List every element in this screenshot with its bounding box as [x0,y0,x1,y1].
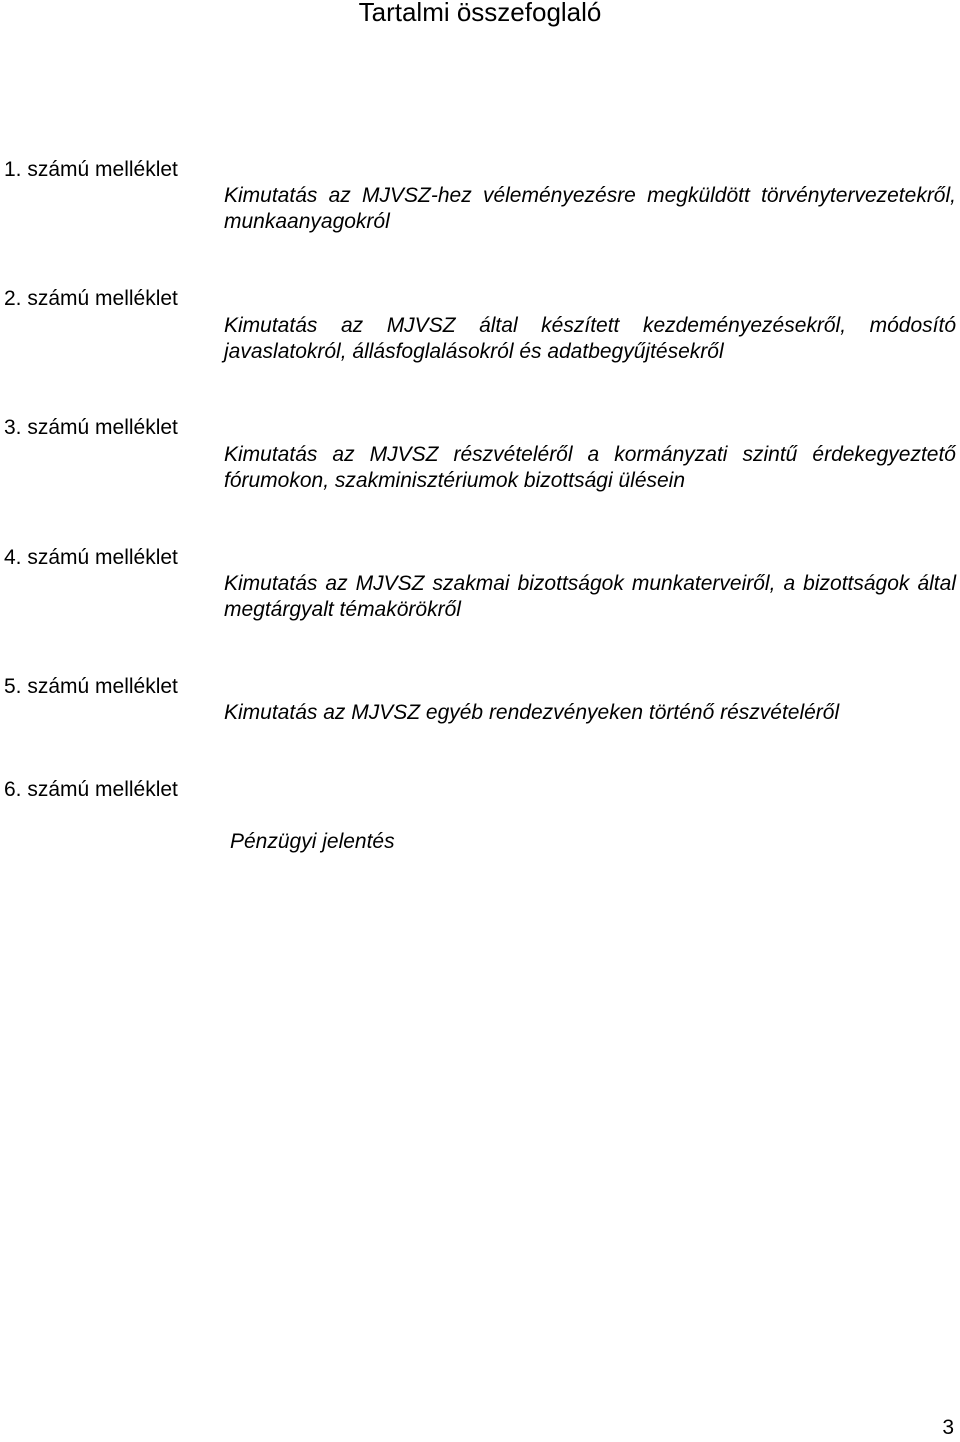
annex-label-3: 3. számú melléklet [4,416,178,439]
annex-label-1: 1. számú melléklet [4,158,178,181]
annex-label-2: 2. számú melléklet [4,287,178,310]
annex-description-4: Kimutatás az MJVSZ szakmai bizottságok munkaterveiről, a bizottságok által megtárgyalt témakörökről [224,572,956,621]
annex-description-6: Pénzügyi jelentés [230,830,395,853]
page-title: Tartalmi összefoglaló [358,0,602,27]
annex-description-2: Kimutatás az MJVSZ által készített kezdeményezésekről, módosító javaslatokról, állásfoglalásokról és adatbegyűjtésekről [224,314,956,363]
annex-description-1: Kimutatás az MJVSZ-hez véleményezésre megküldött törvénytervezetekről, munkaanyagokról [224,184,956,233]
annex-label-4: 4. számú melléklet [4,546,178,569]
page-number: 3 [942,1416,954,1439]
annex-description-5: Kimutatás az MJVSZ egyéb rendezvényeken történő részvételéről [224,701,840,724]
annex-label-5: 5. számú melléklet [4,675,178,698]
annex-label-6: 6. számú melléklet [4,778,178,801]
annex-description-3: Kimutatás az MJVSZ részvételéről a kormányzati szintű érdekegyeztető fórumokon, szakminisztériumok bizottsági ülésein [224,443,956,492]
